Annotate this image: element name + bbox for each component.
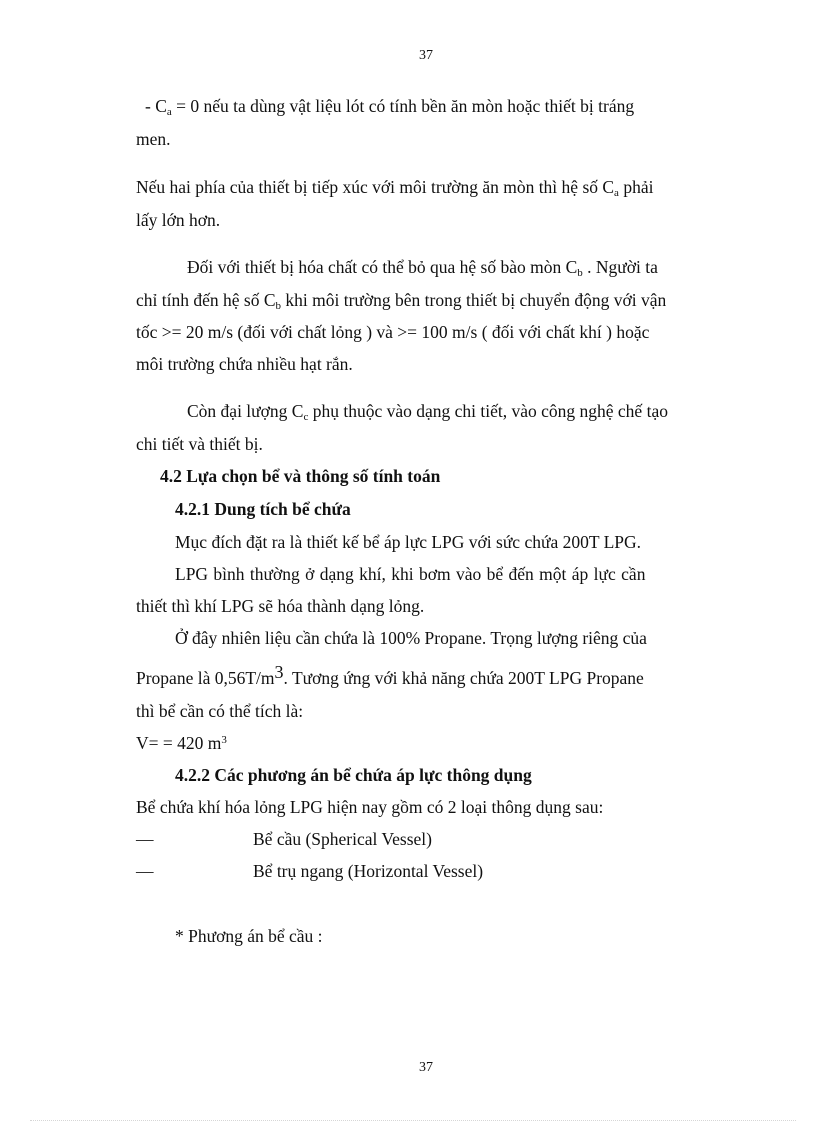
paragraph-cb-line3: tốc >= 20 m/s (đối với chất lỏng ) và >= 100 m/s ( đối với chất khí ) hoặc (136, 322, 650, 342)
text-segment: Còn đại lượng C (187, 401, 304, 421)
formula-text: V= = 420 m (136, 733, 222, 753)
heading-4-2-2: 4.2.2 Các phương án bể chứa áp lực thông dụng (175, 765, 532, 785)
text-segment: = 0 nếu ta dùng vật liệu lót có tính bền ăn mòn hoặc thiết bị tráng (171, 96, 635, 116)
text-segment: - C (145, 96, 167, 116)
subscript: b (275, 300, 281, 312)
paragraph-cc-line2: chi tiết và thiết bị. (136, 434, 263, 454)
page-number-bottom: 37 (419, 1060, 433, 1075)
paragraph-lpg-line2: thiết thì khí LPG sẽ hóa thành dạng lỏng. (136, 596, 425, 616)
heading-4-2: 4.2 Lựa chọn bể và thông số tính toán (160, 466, 441, 486)
text-segment: chỉ tính đến hệ số C (136, 290, 276, 310)
subscript: b (577, 267, 583, 279)
paragraph-propane-line2 (136, 662, 644, 689)
list-item-spherical: Bể cầu (Spherical Vessel) (253, 829, 432, 849)
subscript: a (166, 106, 172, 118)
paragraph-cb-line2 (136, 290, 666, 311)
page-divider (30, 1120, 796, 1121)
paragraph-purpose: Mục đích đặt ra là thiết kế bể áp lực LPG với sức chứa 200T LPG. (175, 532, 642, 552)
list-item-dash: — (136, 861, 154, 881)
paragraph-types: Bể chứa khí hóa lỏng LPG hiện nay gồm có 2 loại thông dụng sau: (136, 797, 604, 817)
paragraph-lpg-line1: LPG bình thường ở dạng khí, khi bơm vào bể đến một áp lực cần (175, 564, 646, 584)
subscript: a (614, 187, 619, 199)
paragraph-ca-zero-line1 (145, 96, 634, 117)
paragraph-cb-line4: môi trường chứa nhiều hạt rắn. (136, 354, 353, 374)
text-segment: phải (618, 177, 654, 197)
paragraph-cc-line1 (187, 401, 668, 422)
superscript: 3 (274, 662, 284, 682)
text-segment: . Tương ứng với khả năng chứa 200T LPG Propane (283, 668, 644, 688)
paragraph-cb-line1 (187, 257, 658, 278)
list-item-dash: — (136, 829, 154, 849)
superscript: 3 (221, 734, 227, 746)
paragraph-propane-line3: thì bể cần có thể tích là: (136, 701, 304, 721)
option-heading-spherical: * Phương án bể cầu : (175, 926, 323, 946)
paragraph-ca-zero-line2: men. (136, 129, 171, 149)
heading-4-2-1: 4.2.1 Dung tích bể chứa (175, 499, 351, 519)
paragraph-two-sides-line1 (136, 177, 653, 198)
volume-formula (136, 733, 227, 754)
text-segment: phụ thuộc vào dạng chi tiết, vào công nghệ chế tạo (308, 401, 668, 421)
paragraph-two-sides-line2: lấy lớn hơn. (136, 210, 221, 230)
text-segment: Propane là 0,56T/m (136, 668, 275, 688)
text-segment: Đối với thiết bị hóa chất có thể bỏ qua hệ số bào mòn C (187, 257, 578, 277)
paragraph-propane-line1: Ở đây nhiên liệu cần chứa là 100% Propane. Trọng lượng riêng của (175, 628, 647, 648)
text-segment: Nếu hai phía của thiết bị tiếp xúc với môi trường ăn mòn thì hệ số C (136, 177, 615, 197)
page-number-top: 37 (419, 48, 433, 63)
list-item-horizontal: Bể trụ ngang (Horizontal Vessel) (253, 861, 484, 881)
text-segment: . Người ta (582, 257, 658, 277)
subscript: c (303, 411, 309, 423)
text-segment: khi môi trường bên trong thiết bị chuyển động với vận (281, 290, 667, 310)
